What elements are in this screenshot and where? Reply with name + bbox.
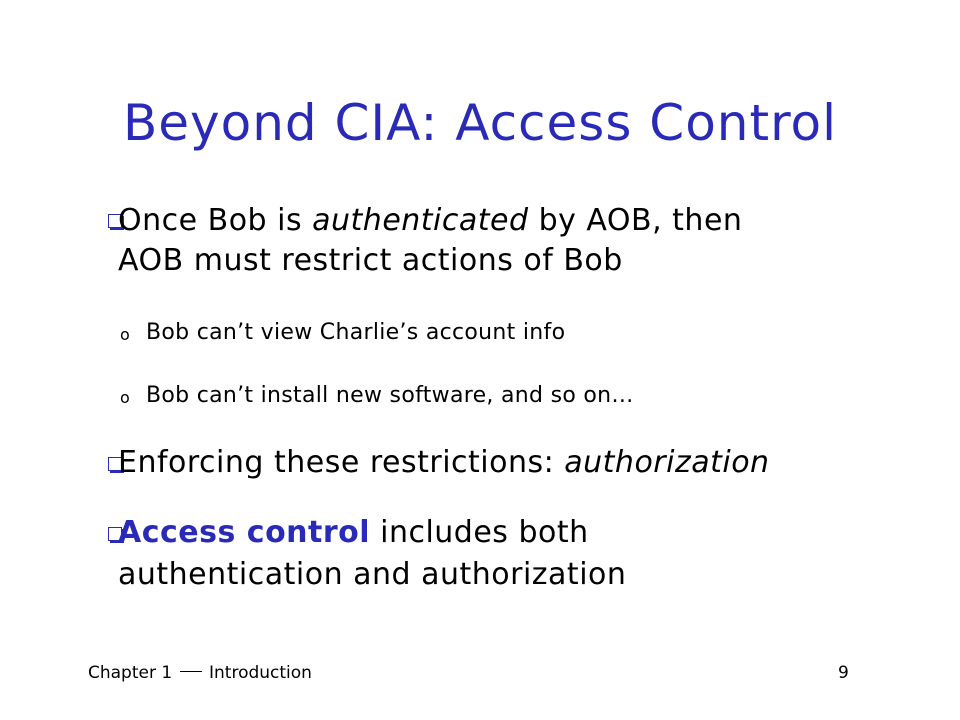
bullet-2-emphasis: authorization [564,445,770,480]
sub-bullet-1-marker: o [120,325,130,344]
footer-chapter-label: Chapter 1 [88,663,173,683]
bullet-3-highlight: Access control [118,515,371,550]
bullet-1-line-1 [118,202,742,240]
em-dash-icon [180,671,202,672]
slide-title: Beyond CIA: Access Control [122,94,838,152]
footer-chapter [88,662,312,684]
bullet-1-emphasis: authenticated [312,203,529,238]
bullet-3-text-end: includes both [370,515,589,550]
bullet-1-text-end: by AOB, then [528,203,743,238]
sub-bullet-2-text: Bob can’t install new software, and so on… [146,383,634,408]
bullet-2-line [118,444,770,482]
bullet-1-text-start: Once Bob is [118,203,313,238]
page-number: 9 [838,663,849,683]
footer-section-label: Introduction [209,663,312,683]
sub-bullet-1-text: Bob can’t view Charlie’s account info [146,320,566,345]
bullet-3-line-1 [118,514,589,552]
bullet-3-line-2: authentication and authorization [118,557,627,592]
bullet-2-text: Enforcing these restrictions: [118,445,565,480]
sub-bullet-2-marker: o [120,388,130,407]
bullet-1-line-2: AOB must restrict actions of Bob [118,243,623,278]
